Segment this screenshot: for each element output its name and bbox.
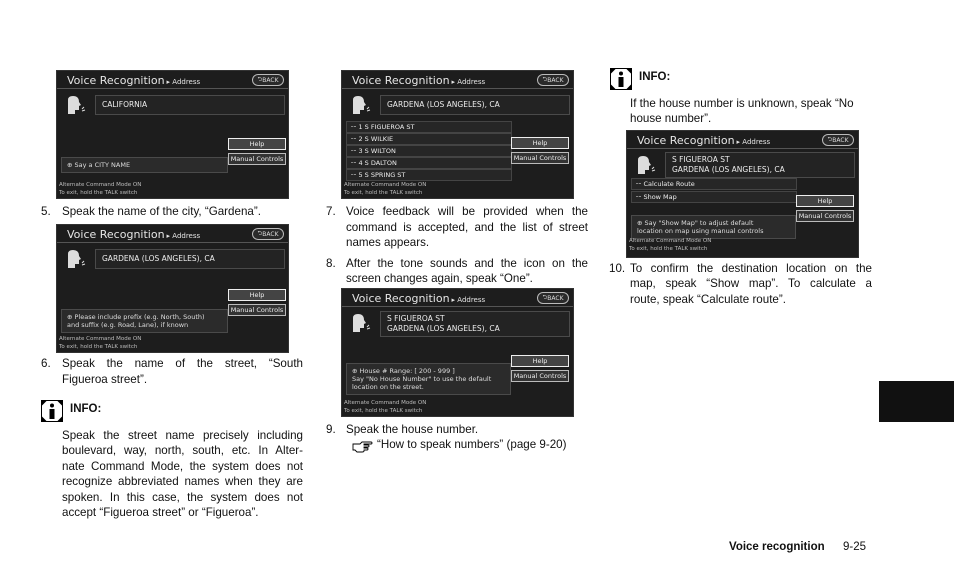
street-list-item[interactable]: ᵕᵕ 2 S WILKIE [346, 133, 512, 145]
back-button[interactable]: ⮌ BACK [252, 228, 284, 240]
screenshot-street-prompt [56, 224, 289, 353]
status-line-1: Alternate Command Mode ON [344, 400, 427, 406]
city-field: GARDENA (LOS ANGELES), CA [380, 95, 570, 115]
step-number: 5. [41, 205, 51, 218]
city-field: GARDENA (LOS ANGELES), CA [95, 249, 285, 269]
step-text-cont: route, speak “Calculate route”. [630, 293, 786, 306]
help-button[interactable]: Help [796, 195, 854, 207]
option-show-map[interactable]: ᵕᵕ Show Map [631, 191, 797, 203]
hint-box: ⊕ Say "Show Map" to adjust default location on map using manual controls [631, 215, 796, 239]
help-button[interactable]: Help [511, 355, 569, 367]
info-line: If the house number is unknown, speak “No [630, 97, 854, 110]
back-button[interactable]: ⮌ BACK [822, 134, 854, 146]
step-text-cont: Figueroa street”. [62, 373, 148, 386]
info-line: Speak the street name precisely including [62, 429, 303, 442]
info-heading: INFO: [70, 403, 102, 415]
status-line-2: To exit, hold the TALK switch [629, 246, 708, 252]
voice-head-icon [65, 94, 87, 116]
status-line-2: To exit, hold the TALK switch [344, 190, 423, 196]
help-button[interactable]: Help [228, 138, 286, 150]
page-number: 9-25 [843, 541, 867, 553]
step-number: 8. [326, 257, 336, 270]
manual-controls-button[interactable]: Manual Controls [796, 210, 854, 222]
info-line: accept “Figueroa street” or “Figueroa”. [62, 506, 259, 519]
help-button[interactable]: Help [228, 289, 286, 301]
back-button[interactable]: ⮌ BACK [537, 292, 569, 304]
voice-head-icon [65, 248, 87, 270]
step-text: Speak the name of the street, “South [62, 357, 303, 370]
hint-box: ⊕ Say a CITY NAME [61, 157, 228, 173]
step-text: Voice feedback will be provided when the [346, 205, 588, 218]
city-field: CALIFORNIA [95, 95, 285, 115]
manual-controls-button[interactable]: Manual Controls [228, 304, 286, 316]
info-line: house number”. [630, 112, 712, 125]
back-button[interactable]: ⮌ BACK [537, 74, 569, 86]
section-thumb-tab [879, 381, 954, 422]
info-line: recognize abbreviated names when they are [62, 475, 303, 488]
street-list-item[interactable]: ᵕᵕ 5 S SPRING ST [346, 169, 512, 181]
step-number: 6. [41, 357, 51, 370]
screen-title: Voice Recognition ▸ Address [67, 228, 201, 241]
step-number: 10. [609, 262, 626, 275]
voice-head-icon [350, 312, 372, 334]
manual-controls-button[interactable]: Manual Controls [511, 370, 569, 382]
back-button[interactable]: ⮌ BACK [252, 74, 284, 86]
status-line-2: To exit, hold the TALK switch [59, 190, 138, 196]
voice-head-icon [635, 154, 657, 176]
screen-title: Voice Recognition ▸ Address [352, 74, 486, 87]
pointing-hand-icon [352, 440, 373, 453]
status-line-2: To exit, hold the TALK switch [59, 344, 138, 350]
screen-title: Voice Recognition ▸ Address [352, 292, 486, 305]
info-line: boulevard, way, north, south, etc. In Alter- [62, 444, 303, 457]
cross-reference[interactable]: “How to speak numbers” (page 9-20) [377, 438, 567, 451]
manual-controls-button[interactable]: Manual Controls [228, 153, 286, 165]
step-text-cont: screen changes again, speak “One”. [346, 272, 533, 285]
screen-title: Voice Recognition ▸ Address [67, 74, 201, 87]
footer-section-title: Voice recognition [729, 541, 825, 553]
help-button[interactable]: Help [511, 137, 569, 149]
address-field: S FIGUEROA ST GARDENA (LOS ANGELES), CA [380, 311, 570, 337]
info-icon [41, 400, 63, 422]
step-text: Speak the name of the city, “Gardena”. [62, 205, 261, 218]
step-text: Speak the house number. [346, 423, 479, 436]
option-calculate-route[interactable]: ᵕᵕ Calculate Route [631, 178, 797, 190]
step-text-cont: map, speak “Show map”. To calculate a [630, 277, 872, 290]
status-line-1: Alternate Command Mode ON [629, 238, 712, 244]
manual-controls-button[interactable]: Manual Controls [511, 152, 569, 164]
street-list-item[interactable]: ᵕᵕ 1 S FIGUEROA ST [346, 121, 512, 133]
street-list-item[interactable]: ᵕᵕ 4 S DALTON [346, 157, 512, 169]
screenshot-city-entry [56, 70, 289, 199]
step-text-cont: command is accepted, and the list of street [346, 221, 588, 234]
info-icon [610, 68, 632, 90]
hint-box: ⊕ House # Range: [ 200 - 999 ] Say "No House Number" to use the default location on the street. [346, 363, 511, 395]
step-text: After the tone sounds and the icon on the [346, 257, 588, 270]
info-line: spoken. In this case, the system does not [62, 491, 303, 504]
screenshot-confirm-destination [626, 130, 859, 258]
status-line-1: Alternate Command Mode ON [59, 182, 142, 188]
screen-title: Voice Recognition ▸ Address [637, 134, 771, 147]
status-line-1: Alternate Command Mode ON [59, 336, 142, 342]
screenshot-house-number [341, 288, 574, 417]
step-text: To confirm the destination location on the [630, 262, 872, 275]
info-line: nate Command Mode, the system does not [62, 460, 303, 473]
hint-box: ⊕ Please include prefix (e.g. North, South) and suffix (e.g. Road, Lane), if known [61, 309, 228, 333]
step-number: 7. [326, 205, 336, 218]
street-list-item[interactable]: ᵕᵕ 3 S WILTON [346, 145, 512, 157]
status-line-1: Alternate Command Mode ON [344, 182, 427, 188]
screenshot-street-list [341, 70, 574, 199]
status-line-2: To exit, hold the TALK switch [344, 408, 423, 414]
step-number: 9. [326, 423, 336, 436]
info-heading: INFO: [639, 71, 671, 83]
step-text-cont: names appears. [346, 236, 430, 249]
voice-head-icon [350, 94, 372, 116]
address-field: S FIGUEROA ST GARDENA (LOS ANGELES), CA [665, 152, 855, 178]
